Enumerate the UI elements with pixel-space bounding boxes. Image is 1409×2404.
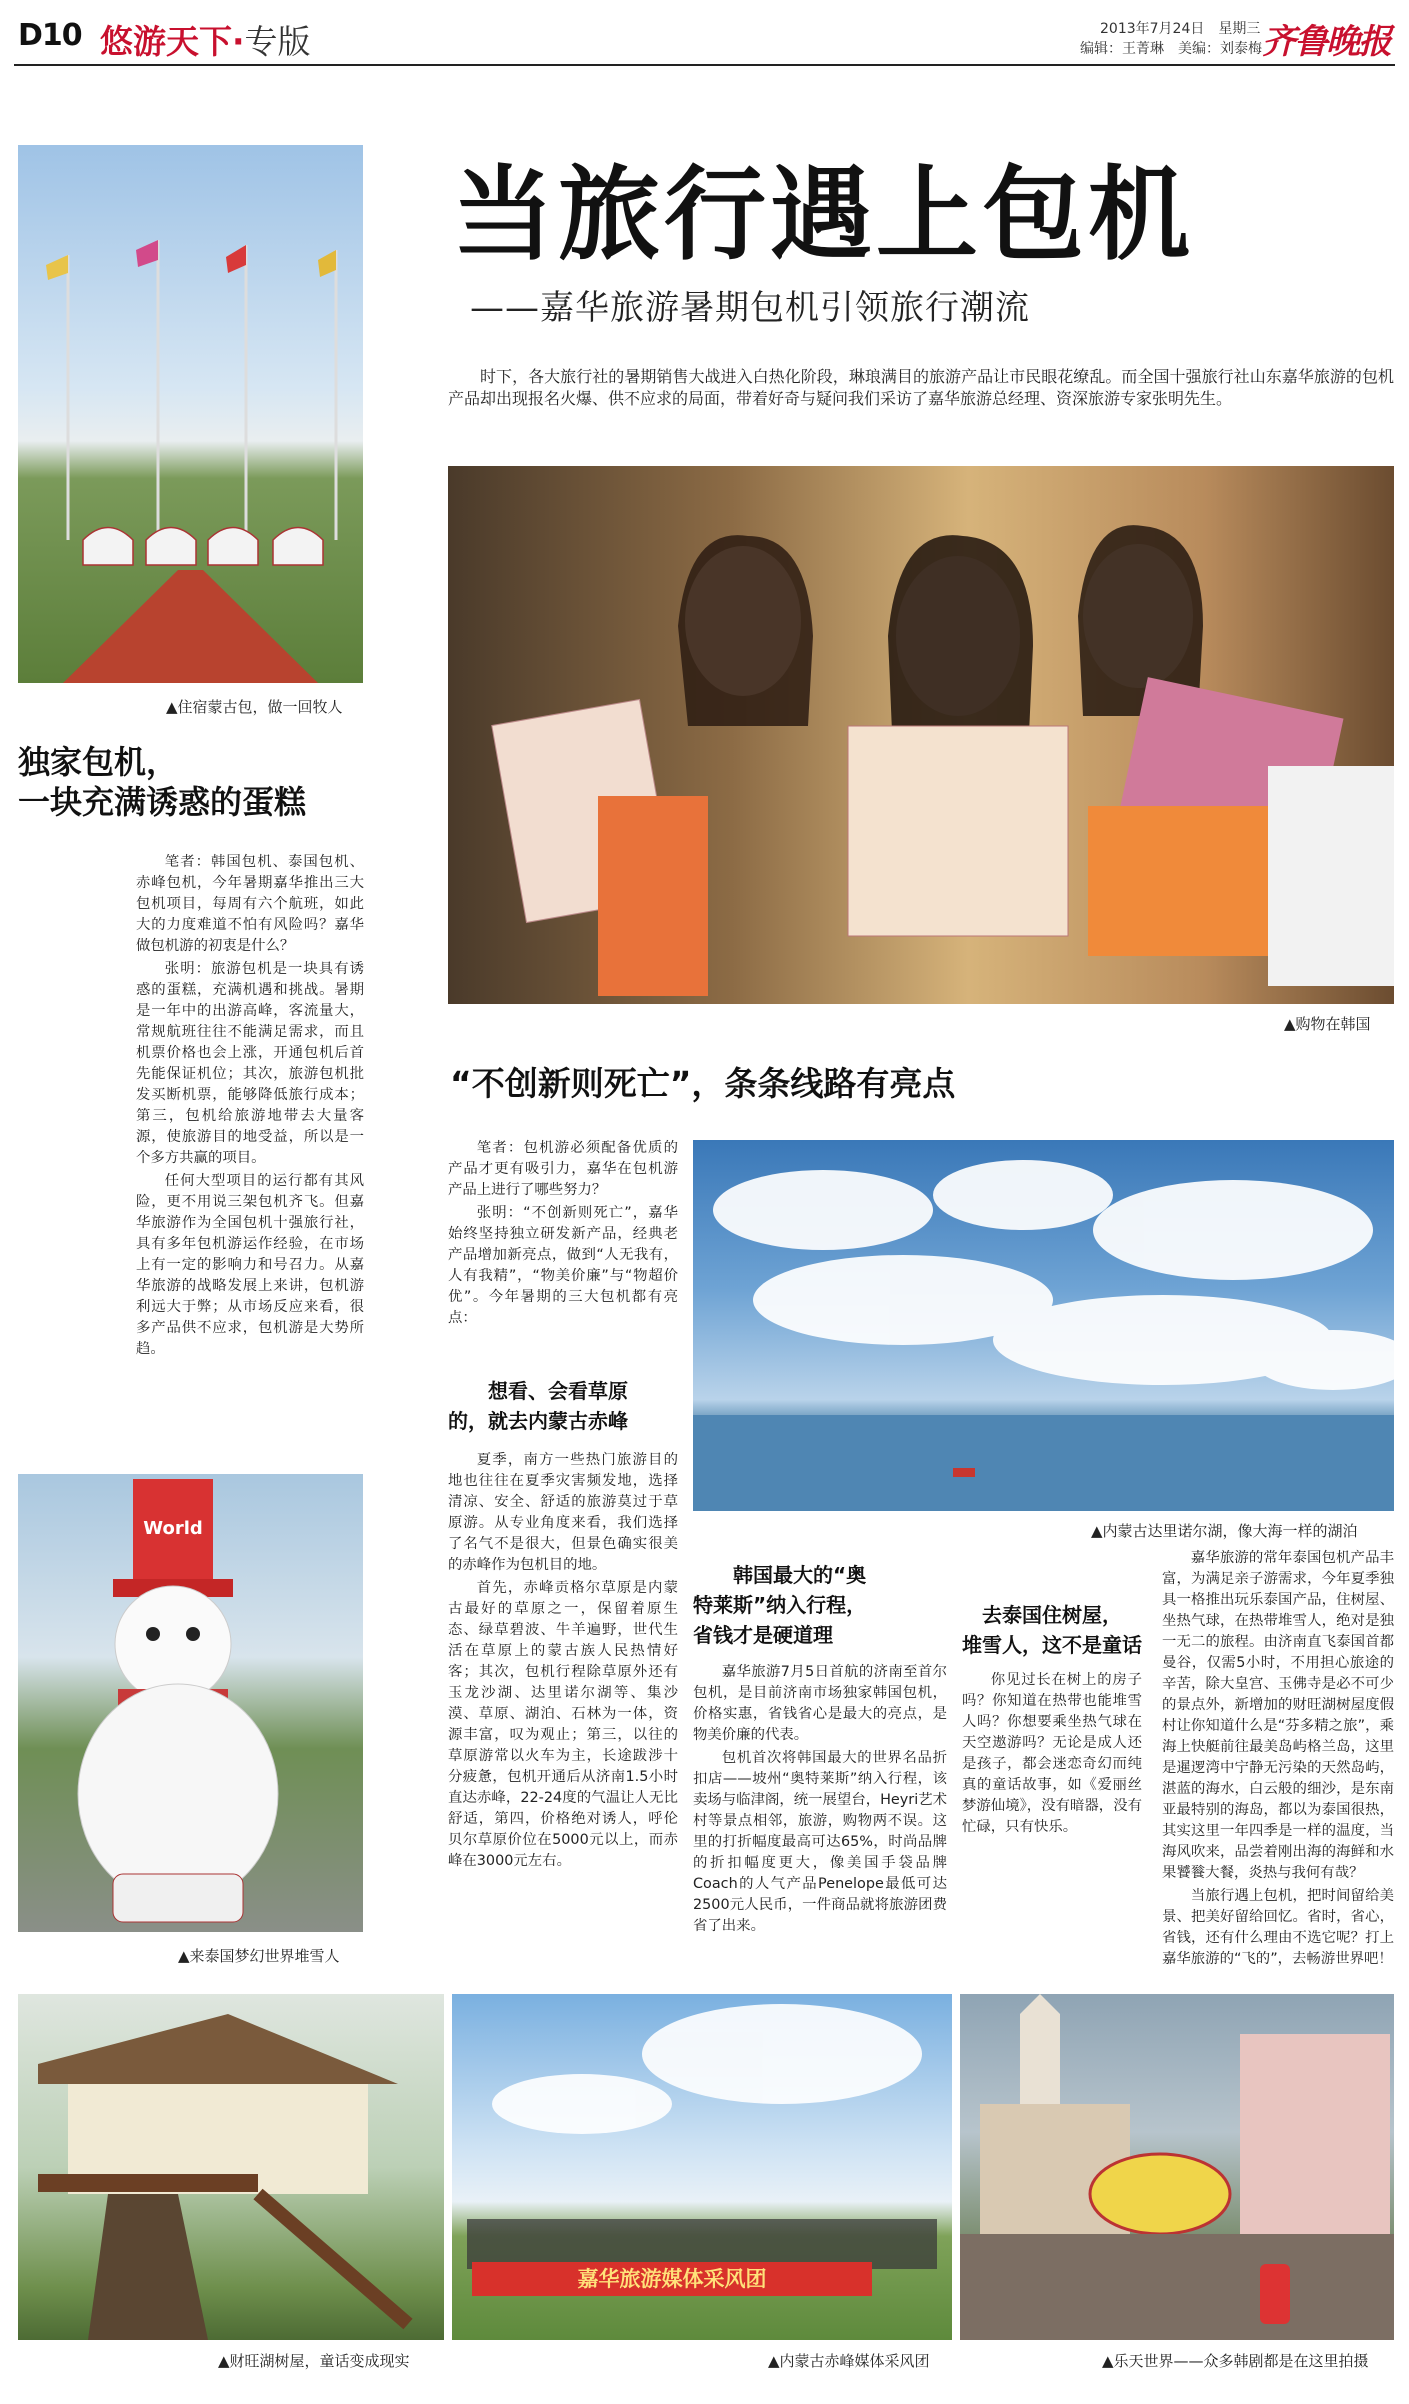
chifeng-article: [448, 1450, 678, 1874]
thailand-paragraph: 你见过长在树上的房子吗？你知道在热带也能堆雪人吗？你想要乘坐热气球在天空遨游吗？无论是成人还是孩子，都会迷恋奇幻而纯真的童话故事，如《爱丽丝梦游仙境》，没有暗器，没有忙碌，只有快乐。: [962, 1672, 1142, 1835]
subhead-korea-line2: 特莱斯”纳入行程，: [693, 1593, 867, 1617]
subhead-thailand-line1: 去泰国住树屋，: [982, 1603, 1122, 1627]
subhead-thailand-line2: 堆雪人，这不是童话: [962, 1633, 1142, 1657]
snowman-caption: ▲来泰国梦幻世界堆雪人: [178, 1947, 340, 1965]
shoppers: [678, 525, 1203, 756]
yurt-tents: [83, 528, 323, 566]
shopping-bag: [848, 726, 1068, 936]
left-paragraph: 任何大型项目的运行都有其风险，更不用说三架包机齐飞。但嘉华旅游作为全国包机十强旅行社，具有多年包机游运作经验，在市场上有一定的影响力和号召力。从嘉华旅游的战略发展上来讲，包机游利远大于弊；从市场反应来看，很多产品供不应求，包机游是大势所趋。: [136, 1173, 364, 1357]
snowman-photo: [18, 1474, 363, 1932]
thailand-paragraph: 嘉华旅游的常年泰国包机产品丰富，为满足亲子游需求，今年夏季独具一格推出玩乐泰国产品，住树屋、坐热气球，在热带堆雪人，绝对是独一无二的旅程。由济南直飞泰国首都曼谷，仅需5小时，不用担心旅途的辛苦，除大皇宫、玉佛寺是必不可少的景点外，新增加的财旺湖树屋度假村让你知道什么是“芬多精之旅”，乘海上快艇前往最美岛屿格兰岛，这里是暹逻湾中宁静无污染的天然岛屿，湛蓝的海水，白云般的细沙，是东南亚最特别的海岛，都以为泰国很热，其实这里一年四季是一样的温度，当海风吹来，品尝着刚出海的海鲜和水果饕餮大餐，炎热与我何有哉？: [1162, 1550, 1394, 1881]
treehouse-roof: [38, 2014, 398, 2084]
left-paragraph: 笔者：韩国包机、泰国包机、赤峰包机，今年暑期嘉华推出三大包机项目，每周有六个航班，如此大的力度难道不怕有风险吗？嘉华做包机游的初衷是什么？: [136, 854, 364, 954]
middle-heading: “不创新则死亡”，条条线路有亮点: [450, 1064, 956, 1103]
shopping-caption: ▲购物在韩国: [1284, 1015, 1371, 1033]
subhead-chifeng-line2: 的，就去内蒙古赤峰: [448, 1409, 628, 1433]
page-header: [0, 0, 1409, 70]
lotte-photo: [960, 1994, 1394, 2340]
middle-paragraph: 笔者：包机游必须配备优质的产品才更有吸引力，嘉华在包机游产品上进行了哪些努力？: [448, 1140, 678, 1198]
intro-text: 时下，各大旅行社的暑期销售大战进入白热化阶段，琳琅满目的旅游产品让市民眼花缭乱。而全国十强旅行社山东嘉华旅游的包机产品却出现报名火爆、供不应求的局面，带着好奇与疑问我们采访了嘉华旅游总经理、资深旅游专家张明先生。: [448, 367, 1394, 408]
clouds: [713, 1160, 1409, 1390]
lotte-scene: [960, 1994, 1394, 2340]
treehouse-photo: [18, 1994, 444, 2340]
korea-paragraph: 嘉华旅游7月5日首航的济南至首尔包机，是目前济南市场独家韩国包机，价格实惠，省钱省心是最大的亮点，是物美价廉的代表。: [693, 1664, 947, 1743]
lotte-caption: ▲乐天世界——众多韩剧都是在这里拍摄: [1102, 2352, 1369, 2370]
hat-label: World: [143, 1518, 203, 1539]
subhead-korea-line3: 省钱才是硬道理: [693, 1623, 833, 1647]
snowman-eye: [186, 1627, 200, 1641]
shopper-hair: [888, 535, 1033, 756]
people-row: [467, 2219, 937, 2269]
thailand-article: [962, 1670, 1142, 1940]
thailand-article-cont: [1162, 1548, 1394, 1967]
chifeng-paragraph: 夏季，南方一些热门旅游目的地也往往在夏季灾害频发地，选择清凉、安全、舒适的旅游莫过于草原游。从专业角度来看，我们选择了名气不是很大，但景色确实很美的赤峰作为包机目的地。: [448, 1452, 678, 1573]
intro-paragraph: [448, 366, 1394, 412]
treehouse-scene: [18, 1994, 444, 2340]
yurt-caption: ▲住宿蒙古包，做一回牧人: [166, 698, 343, 716]
korea-paragraph: 包机首次将韩国最大的世界名品折扣店——坡州“奥特莱斯”纳入行程，该卖场与临津阁，统一展望台，Heyri艺术村等景点相邻，旅游，购物两不误。这里的打折幅度最高可达65%，时尚品牌的折扣幅度更大，像美国手袋品牌Coach的人气产品Penelope最低可达2500元人民币，一件商品就将旅游团费省了出来。: [693, 1750, 947, 1934]
group-photo: [452, 1994, 952, 2340]
section-subtitle: 专版: [244, 22, 311, 61]
tree-trunk: [88, 2194, 208, 2340]
left-heading-line1: 独家包机，: [18, 743, 179, 781]
subhead-korea: [693, 1560, 948, 1650]
snowman-eye: [146, 1627, 160, 1641]
treehouse-caption: ▲财旺湖树屋，童话变成现实: [218, 2352, 410, 2370]
lake-water: [693, 1415, 1394, 1511]
page-code: D10: [18, 18, 82, 53]
snowman-base: [113, 1874, 243, 1922]
banner-text: 嘉华旅游媒体采风团: [577, 2267, 767, 2291]
section-name: [100, 16, 311, 63]
shopping-bag: [598, 796, 708, 996]
plaza: [960, 2234, 1394, 2340]
middle-paragraph: 张明：“不创新则死亡”，嘉华始终坚持独立研发新产品，经典老产品增加新亮点，做到“人无我有，人有我精”，“物美价廉”与“物超价优”。今年暑期的三大包机都有亮点：: [448, 1205, 678, 1326]
left-article: [136, 852, 364, 1362]
shopper-hair: [678, 535, 813, 726]
subhead-chifeng: [448, 1376, 683, 1436]
section-title: 悠游天下: [100, 22, 232, 61]
left-paragraph: 张明：旅游包机是一块具有诱惑的蛋糕，充满机遇和挑战。暑期是一年中的出游高峰，客流量大，常规航班往往不能满足需求，而且机票价格也会上涨，开通包机后首先能保证机位；其次，旅游包机批发买断机票，能够降低旅行成本；第三，包机给旅游地带去大量客源，使旅游目的地受益，所以是一个多方共赢的项目。: [136, 961, 364, 1166]
middle-intro: [448, 1138, 678, 1331]
red-vehicle: [1260, 2264, 1290, 2324]
main-headline: 当旅行遇上包机: [452, 155, 1194, 275]
castle-tower: [1020, 1994, 1060, 2114]
subhead-thailand: [962, 1600, 1142, 1660]
lake-scene: [693, 1140, 1394, 1511]
clouds: [492, 2004, 922, 2134]
yurt-flags: [46, 240, 336, 540]
snowman-body: [78, 1684, 278, 1904]
editor-line: 编辑：王菁琳 美编：刘泰梅: [1080, 41, 1262, 57]
header-rule: [14, 64, 1395, 66]
section-dot: ·: [232, 22, 245, 61]
left-heading: [18, 742, 306, 822]
group-caption: ▲内蒙古赤峰媒体采风团: [768, 2352, 930, 2370]
red-path: [63, 570, 318, 683]
korea-article: [693, 1662, 947, 1939]
chifeng-paragraph: 首先，赤峰贡格尔草原是内蒙古最好的草原之一，保留着原生态、绿草碧波、牛羊遍野，世代生活在草原上的蒙古族人民热情好客；其次，包机行程除草原外还有玉龙沙湖、达里诺尔湖等、集沙漠、草原、湖泊、石林为一体，资源丰富，叹为观止；第三，以往的草原游常以火车为主，长途跋涉十分疲惫，包机开通后从济南1.5小时直达赤峰，22-24度的气温让人无比舒适，第四，价格绝对诱人，呼伦贝尔草原价位在5000元以上，而赤峰在3000元左右。: [448, 1580, 678, 1869]
left-heading-line2: 一块充满诱惑的蛋糕: [18, 783, 307, 821]
snowman-scene: [18, 1474, 363, 1932]
yurt-scene: [18, 145, 363, 683]
thailand-paragraph: 当旅行遇上包机，把时间留给美景、把美好留给回忆。省时，省心，省钱，还有什么理由不选它呢？打上嘉华旅游的“飞的”，去畅游世界吧！: [1162, 1888, 1394, 1967]
shopping-scene: [448, 466, 1394, 1004]
treehouse-balcony: [38, 2174, 258, 2192]
yurt-photo: [18, 145, 363, 683]
shopping-photo: [448, 466, 1394, 1004]
group-scene: [452, 1994, 952, 2340]
carousel: [1090, 2154, 1230, 2234]
subhead-chifeng-line1: 想看、会看草原: [488, 1379, 628, 1403]
stairs: [258, 2194, 408, 2324]
lake-caption: ▲内蒙古达里诺尔湖，像大海一样的湖泊: [1091, 1522, 1358, 1540]
building: [1240, 2034, 1390, 2234]
lake-photo: [693, 1140, 1394, 1511]
boat: [953, 1468, 975, 1477]
main-subtitle: ——嘉华旅游暑期包机引领旅行潮流: [470, 288, 1030, 328]
date-line: 2013年7月24日 星期三: [1100, 21, 1261, 37]
subhead-korea-line1: 韩国最大的“奥: [733, 1563, 867, 1587]
newspaper-logo: 齐鲁晚报: [1262, 22, 1390, 62]
shopping-bag: [1268, 766, 1394, 986]
